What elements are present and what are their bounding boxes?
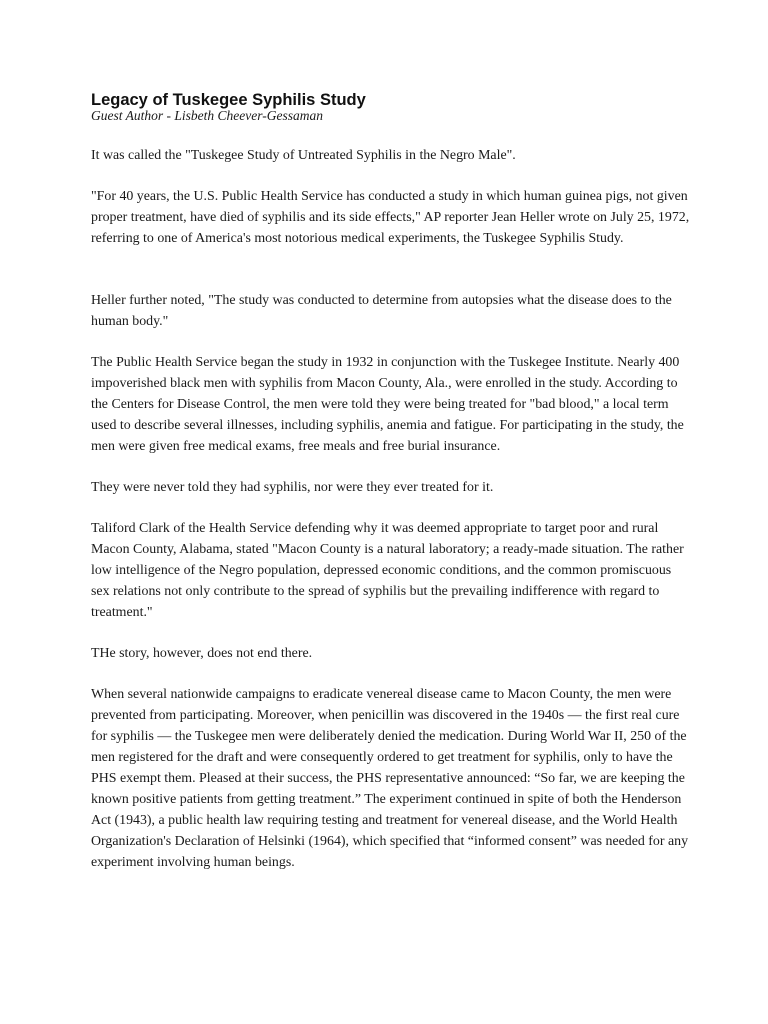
paragraph-never-told: They were never told they had syphilis, nor were they ever treated for it. [91,480,494,495]
paragraph-clark-quote: Taliford Clark of the Health Service defending why it was deemed appropriate to target poor and rural Macon County, Alabama, stated "Macon County is a natural laboratory; a ready-made situation. The rather low intelligence of the Negro population, depressed economic conditions, and the common promiscuous sex relations not only contribute to the spread of syphilis but the prevailing indifference with regard to treatment." [91,521,684,620]
author-byline: Guest Author - Lisbeth Cheever-Gessaman [91,108,323,123]
paragraph-story-continues: THe story, however, does not end there. [91,646,313,661]
paragraph-penicillin-denied: When several nationwide campaigns to eradicate venereal disease came to Macon County, the men were prevented from participating. Moreover, when penicillin was discovered in the 1940s — the first real cure for syphilis — the Tuskegee men were deliberately denied the medication. During World War II, 250 of the men registered for the draft and were consequently ordered to get treatment for syphilis, only to have the PHS exempt them. Pleased at their success, the PHS representative announced: “So far, we are keeping the known positive patients from getting treatment.” The experiment continued in spite of both the Henderson Act (1943), a public health law requiring testing and treatment for venereal disease, and the World Health Organization's Declaration of Helsinki (1964), which specified that “informed consent” was needed for any experiment involving human beings. [91,687,689,870]
article-title: Legacy of Tuskegee Syphilis Study [91,91,366,109]
paragraph-heller-note: Heller further noted, "The study was conducted to determine from autopsies what the disease does to the human body." [91,293,672,329]
paragraph-study-origin: The Public Health Service began the study in 1932 in conjunction with the Tuskegee Institute. Nearly 400 impoverished black men with syphilis from Macon County, Ala., were enrolled in the study. According to the Centers for Disease Control, the men were told they were being treated for "bad blood," a local term used to describe several illnesses, including syphilis, anemia and fatigue. For participating in the study, the men were given free medical exams, free meals and free burial insurance. [91,355,684,454]
paragraph-study-name: It was called the "Tuskegee Study of Untreated Syphilis in the Negro Male". [91,148,516,163]
paragraph-ap-report: "For 40 years, the U.S. Public Health Service has conducted a study in which human guinea pigs, not given proper treatment, have died of syphilis and its side effects," AP reporter Jean Heller wrote on July 25, 1972, referring to one of America's most notorious medical experiments, the Tuskegee Syphilis Study. [91,189,690,246]
document-page [91,88,691,873]
